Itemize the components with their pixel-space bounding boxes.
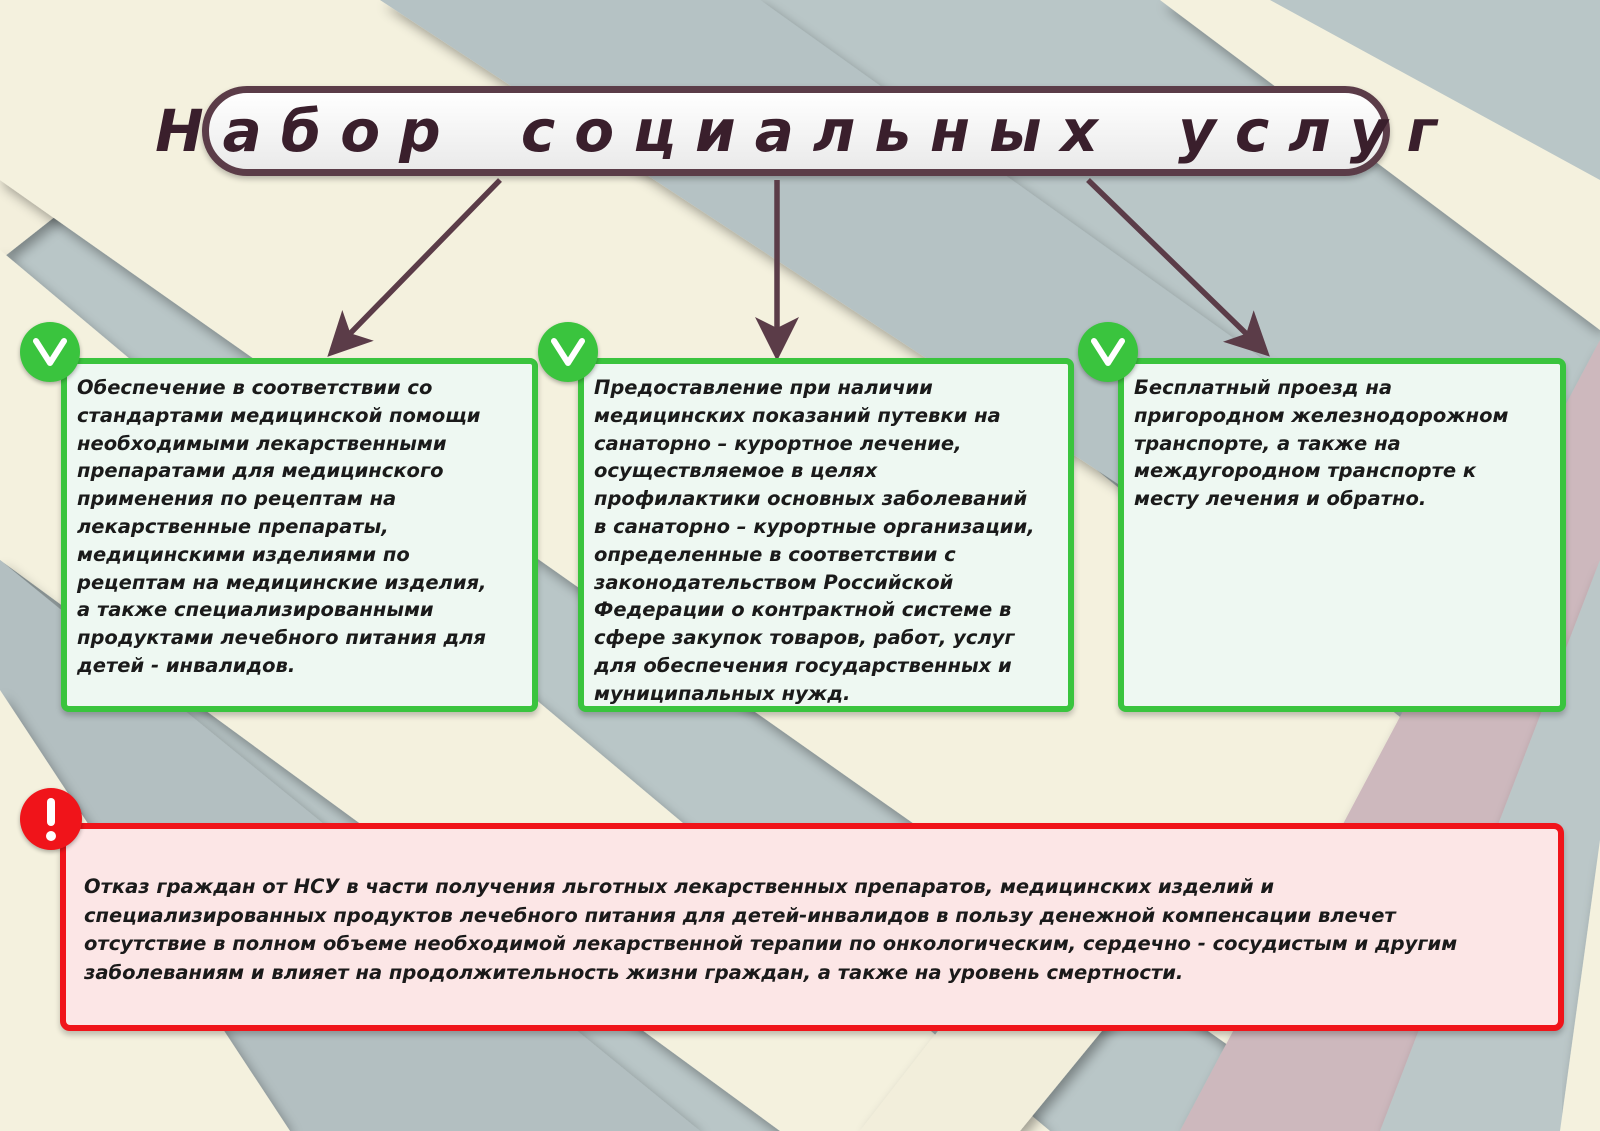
page-title: Набор социальных услуг (155, 97, 1456, 165)
warning-card (60, 823, 1564, 1031)
service-card-sanatorium (578, 358, 1074, 712)
service-card-text: Бесплатный проезд на пригородном железнодорожном транспорте, а также на междугородном транспорте к месту лечения и обратно. (1134, 376, 1509, 511)
service-card-text: Предоставление при наличии медицинских показаний путевки на санаторно – курортное лечение, осуществляемое в целях профилактики основных заболеваний в санаторно – курортные организации, определенные в соответствии с законодательством Российской Федерации о контрактной системе в сфере закупок товаров, работ, услуг для обеспечения государственных и муниципальных нужд. (594, 376, 1035, 705)
service-card-text: Обеспечение в соответствии со стандартами медицинской помощи необходимыми лекарственными препаратами для медицинского применения по рецептам на лекарственные препараты, медицинскими изделиями по рецептам на медицинские изделия, а также специализированными продуктами лечебного питания для детей - инвалидов. (77, 376, 487, 677)
checkmark-icon (1078, 322, 1138, 382)
service-card-transport (1118, 358, 1566, 712)
exclamation-icon (20, 788, 82, 850)
checkmark-icon (538, 322, 598, 382)
checkmark-icon (20, 322, 80, 382)
service-card-medicines (61, 358, 538, 712)
warning-text: Отказ граждан от НСУ в части получения льготных лекарственных препаратов, медицинских изделий и специализированных продуктов лечебного питания для детей-инвалидов в пользу денежной компенсации влечет отсутствие в полном объеме необходимой лекарственной терапии по онкологическим, сердечно - сосудистым и другим заболеваниям и влияет на продолжительность жизни граждан, а также на уровень смертности. (84, 875, 1458, 984)
title-box (155, 86, 1456, 176)
